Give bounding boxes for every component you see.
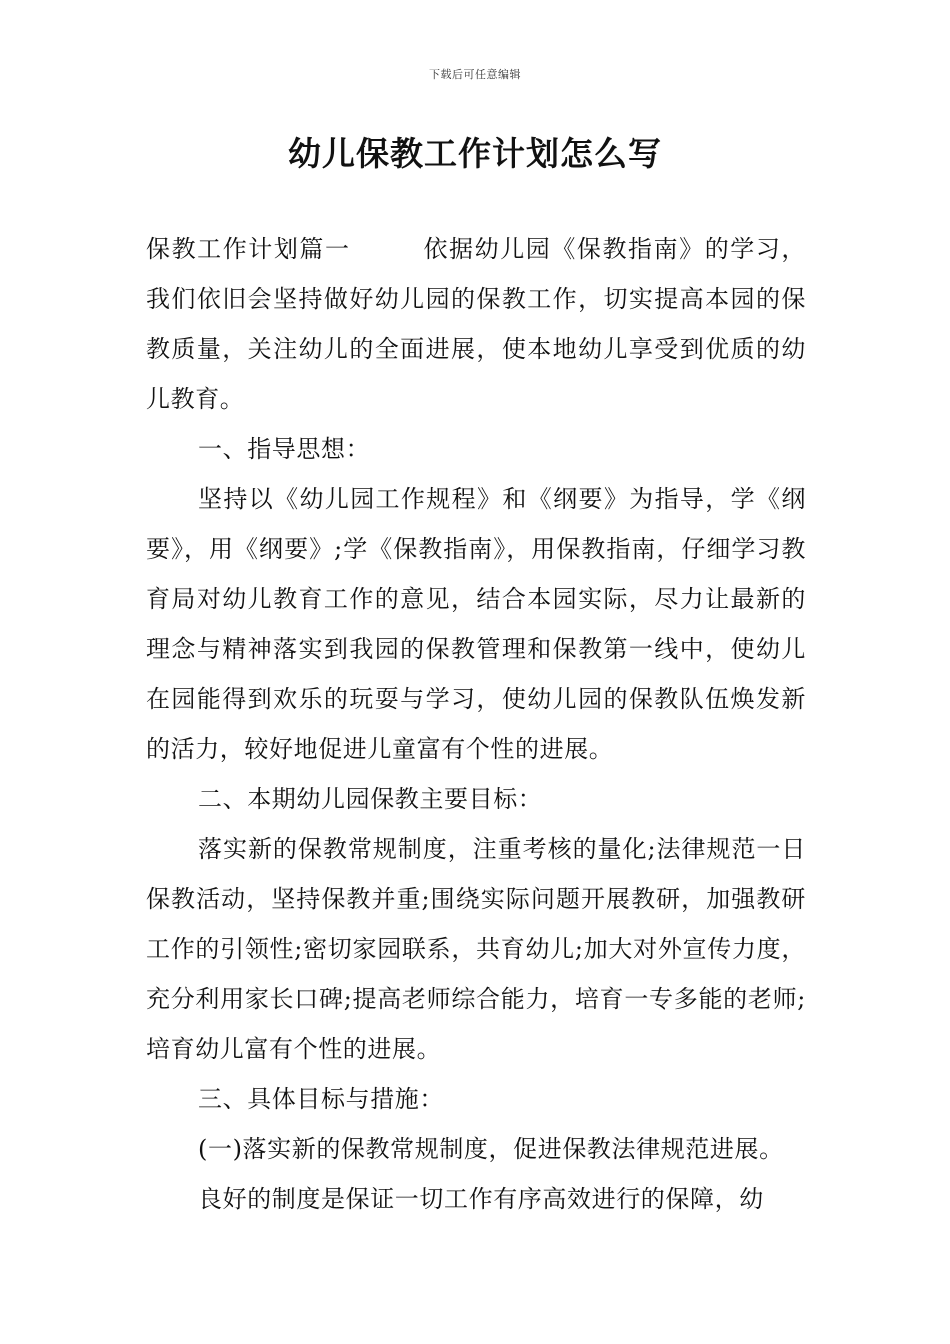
subsection1-heading: (一)落实新的保教常规制度，促进保教法律规范进展。: [198, 1135, 784, 1163]
header-note: 下载后可任意编辑: [429, 68, 521, 81]
intro-paragraph: [146, 224, 806, 424]
subsection1-paragraph: 良好的制度是保证一切工作有序高效进行的保障，幼: [198, 1185, 764, 1213]
section2-paragraph: 落实新的保教常规制度，注重考核的量化;法律规范一日保教活动，坚持保教并重;围绕实际问题开展教研，加强教研工作的引领性;密切家园联系，共育幼儿;加大对外宣传力度，充分利用家长口碑;提高老师综合能力，培育一专多能的老师;培育幼儿富有个性的进展。: [146, 835, 806, 1063]
section1-heading: 一、指导思想：: [198, 435, 371, 463]
section2-heading: 二、本期幼儿园保教主要目标：: [198, 785, 543, 813]
document-body: [146, 224, 806, 1224]
intro-text: 依据幼儿园《保教指南》的学习，我们依旧会坚持做好幼儿园的保教工作，切实提高本园的保教质量，关注幼儿的全面进展，使本地幼儿享受到优质的幼儿教育。: [146, 235, 807, 413]
section1-paragraph: 坚持以《幼儿园工作规程》和《纲要》为指导，学《纲要》，用《纲要》;学《保教指南》，用保教指南，仔细学习教育局对幼儿教育工作的意见，结合本园实际，尽力让最新的理念与精神落实到我园的保教管理和保教第一线中，使幼儿在园能得到欢乐的玩耍与学习，使幼儿园的保教队伍焕发新的活力，较好地促进儿童富有个性的进展。: [146, 485, 806, 763]
document-title: 幼儿保教工作计划怎么写: [288, 134, 662, 173]
section3-heading: 三、具体目标与措施：: [198, 1085, 444, 1113]
intro-label: 保教工作计划篇一: [146, 235, 351, 263]
